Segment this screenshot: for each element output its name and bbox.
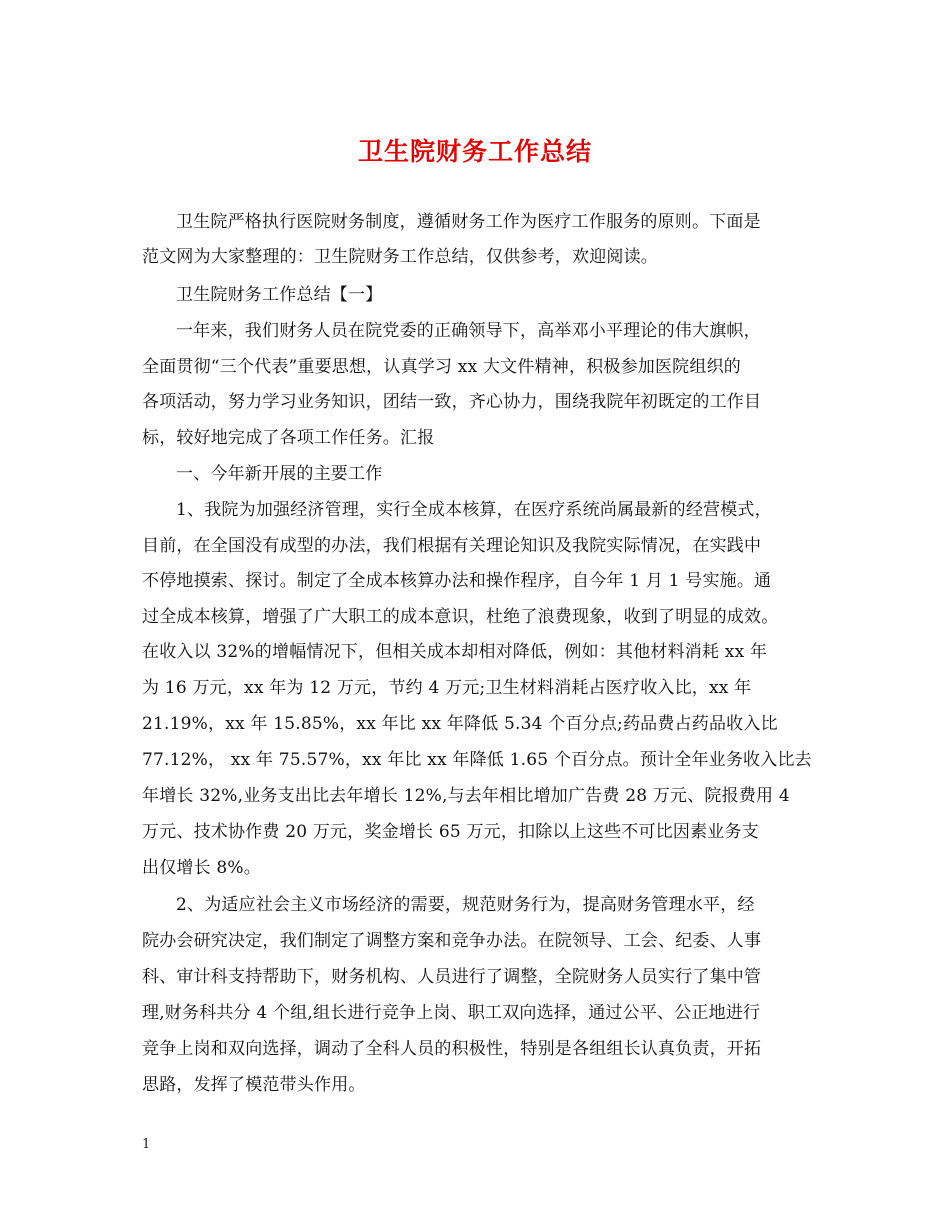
paragraph-line: 思路，发挥了模范带头作用。 [142,1075,366,1095]
section-heading: 一、今年新开展的主要工作 [176,464,383,484]
paragraph-line: 卫生院严格执行医院财务制度，遵循财务工作为医疗工作服务的原则。下面是 [176,212,761,232]
paragraph-line: 范文网为大家整理的：卫生院财务工作总结，仅供参考，欢迎阅读。 [142,247,658,267]
paragraph-line: 不停地摸索、探讨。制定了全成本核算办法和操作程序，自今年 1 月 1 号实施。通 [142,571,772,591]
paragraph-line: 77.12%， xx 年 75.57%，xx 年比 xx 年降低 1.65 个百分点。预计全年业务收入比去 [142,750,812,770]
paragraph-line: 理,财务科共分 4 个组,组长进行竞争上岗、职工双向选择，通过公平、公正地进行 [142,1003,761,1023]
paragraph-line: 在收入以 32%的增幅情况下，但相关成本却相对降低，例如：其他材料消耗 xx 年 [142,642,768,662]
paragraph-line: 科、审计科支持帮助下，财务机构、人员进行了调整，全院财务人员实行了集中管 [142,967,762,987]
paragraph-line: 过全成本核算，增强了广大职工的成本意识，杜绝了浪费现象，收到了明显的成效。 [142,607,779,627]
document-title: 卫生院财务工作总结 [357,137,592,166]
paragraph-line: 各项活动，努力学习业务知识，团结一致，齐心协力，围绕我院年初既定的工作目 [142,392,762,412]
paragraph-line: 目前，在全国没有成型的办法，我们根据有关理论知识及我院实际情况，在实践中 [142,536,762,556]
section-heading: 卫生院财务工作总结【一】 [176,285,383,305]
paragraph-line: 出仅增长 8%。 [142,858,261,878]
paragraph-line: 万元、技术协作费 20 万元，奖金增长 65 万元，扣除以上这些不可比因素业务支 [142,822,759,842]
paragraph-line: 竞争上岗和双向选择，调动了全科人员的积极性，特别是各组组长认真负责，开拓 [142,1039,762,1059]
paragraph-line: 1、我院为加强经济管理，实行全成本核算，在医疗系统尚属最新的经营模式， [176,500,772,520]
paragraph-line: 年增长 32%,业务支出比去年增长 12%,与去年相比增加广告费 28 万元、院报费用 4 [142,786,790,806]
paragraph-line: 全面贯彻“三个代表”重要思想，认真学习 xx 大文件精神，积极参加医院组织的 [142,357,741,377]
paragraph-line: 为 16 万元，xx 年为 12 万元，节约 4 万元;卫生材料消耗占医疗收入比，xx 年 [142,678,752,698]
paragraph-line: 21.19%，xx 年 15.85%，xx 年比 xx 年降低 5.34 个百分点;药品费占药品收入比 [142,714,778,734]
paragraph-line: 院办会研究决定，我们制定了调整方案和竞争办法。在院领导、工会、纪委、人事 [142,931,762,951]
paragraph-line: 2、为适应社会主义市场经济的需要，规范财务行为，提高财务管理水平，经 [176,895,755,915]
page-number: 1 [142,1137,151,1152]
paragraph-line: 一年来，我们财务人员在院党委的正确领导下，高举邓小平理论的伟大旗帜， [176,321,761,341]
paragraph-line: 标，较好地完成了各项工作任务。汇报 [142,428,435,448]
